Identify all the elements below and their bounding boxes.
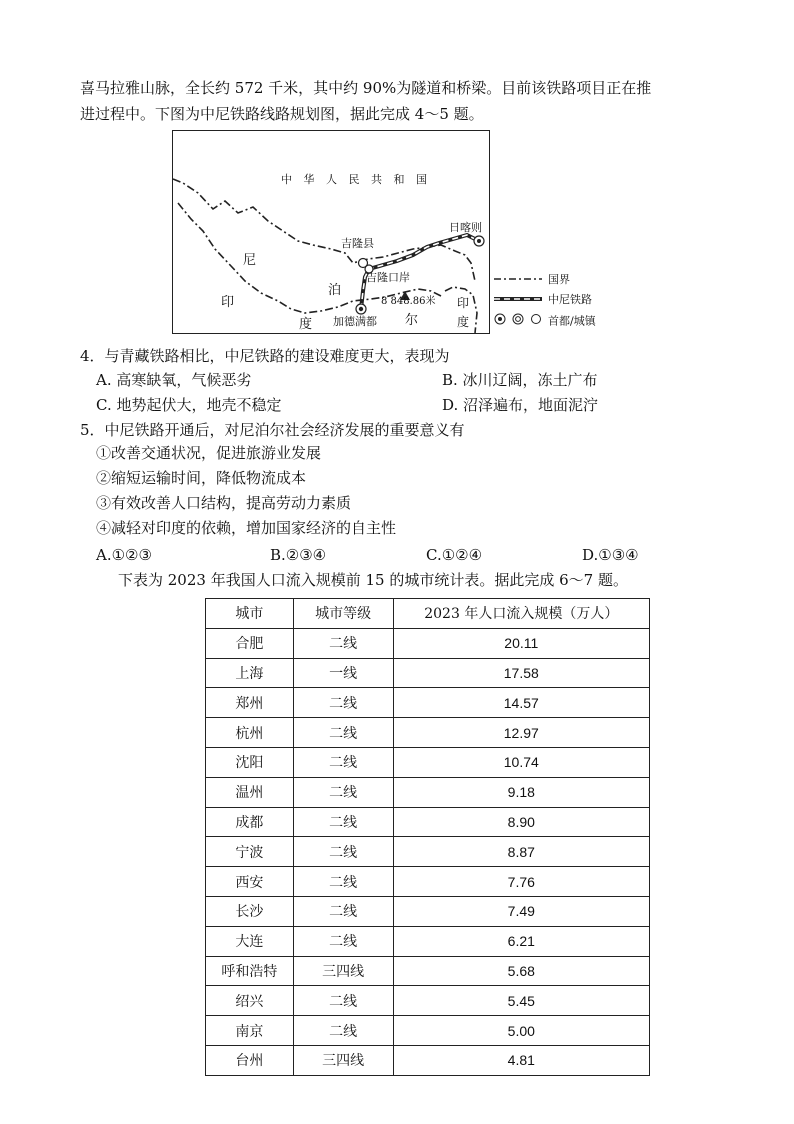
cell-inflow: 10.74 (393, 747, 649, 777)
cell-city: 宁波 (206, 837, 294, 867)
q4-option-c: C. 地势起伏大，地壳不稳定 (96, 396, 282, 414)
map-label-box-yin: 印 (457, 296, 470, 310)
cell-tier: 二线 (293, 926, 393, 956)
cell-inflow: 4.81 (393, 1045, 649, 1075)
map-label-china: 中 华 人 民 共 和 国 (281, 173, 431, 186)
cell-city: 台州 (206, 1045, 294, 1075)
cell-tier: 二线 (293, 867, 393, 897)
cell-city: 沈阳 (206, 747, 294, 777)
city-jilong-label: 吉隆县 (341, 237, 374, 250)
cell-inflow: 8.90 (393, 807, 649, 837)
header-tier: 城市等级 (293, 599, 393, 629)
cell-inflow: 6.21 (393, 926, 649, 956)
cell-city: 绍兴 (206, 986, 294, 1016)
legend-border-label: 国界 (548, 273, 570, 286)
table-intro: 下表为 2023 年我国人口流入规模前 15 的城市统计表。据此完成 6～7 题。 (118, 571, 628, 589)
cell-inflow: 17.58 (393, 658, 649, 688)
city-rikaze-label: 日喀则 (449, 221, 482, 234)
table-row (206, 688, 650, 718)
table-row (206, 926, 650, 956)
cell-inflow: 7.49 (393, 896, 649, 926)
q5-item-2: ②缩短运输时间，降低物流成本 (96, 469, 307, 487)
cell-tier: 二线 (293, 986, 393, 1016)
legend-capital (494, 313, 596, 329)
cell-inflow: 12.97 (393, 718, 649, 748)
cell-tier: 三四线 (293, 1045, 393, 1075)
intro-line-2: 进过程中。下图为中尼铁路线路规划图，据此完成 4～5 题。 (80, 105, 484, 123)
map-label-yin: 印 (221, 295, 235, 310)
table-row (206, 1045, 650, 1075)
cell-city: 南京 (206, 1016, 294, 1046)
cell-city: 大连 (206, 926, 294, 956)
q5-option-b: B.②③④ (270, 546, 327, 564)
china-nepal-border (173, 179, 475, 281)
map-label-du: 度 (299, 317, 313, 332)
q5-option-a: A.①②③ (96, 546, 152, 564)
q5-item-1: ①改善交通状况，促进旅游业发展 (96, 444, 322, 462)
cell-city: 西安 (206, 867, 294, 897)
cell-city: 长沙 (206, 896, 294, 926)
table-row (206, 896, 650, 926)
city-jilongkou-label: 吉隆口岸 (366, 271, 410, 284)
q5-stem: 5．中尼铁路开通后，对尼泊尔社会经济发展的重要意义有 (80, 421, 465, 439)
cell-tier: 二线 (293, 1016, 393, 1046)
cell-city: 成都 (206, 807, 294, 837)
cell-tier: 一线 (293, 658, 393, 688)
table-row (206, 628, 650, 658)
q4-option-a: A. 高寒缺氧，气候恶劣 (96, 371, 252, 389)
cell-inflow: 9.18 (393, 777, 649, 807)
cell-city: 郑州 (206, 688, 294, 718)
map-label-ni: 尼 (243, 253, 257, 268)
cell-tier: 三四线 (293, 956, 393, 986)
cell-inflow: 5.68 (393, 956, 649, 986)
cell-inflow: 7.76 (393, 867, 649, 897)
cell-tier: 二线 (293, 807, 393, 837)
intro-line-1: 喜马拉雅山脉，全长约 572 千米，其中约 90%为隧道和桥梁。目前该铁路项目正在推 (80, 79, 652, 97)
cell-inflow: 5.00 (393, 1016, 649, 1046)
table-row (206, 867, 650, 897)
cell-tier: 二线 (293, 837, 393, 867)
cell-tier: 二线 (293, 777, 393, 807)
table-row (206, 777, 650, 807)
cell-tier: 二线 (293, 628, 393, 658)
cell-inflow: 8.87 (393, 837, 649, 867)
city-kathmandu-label: 加德满都 (333, 315, 377, 328)
map-label-po: 泊 (328, 283, 342, 298)
table-row (206, 956, 650, 986)
cell-city: 合肥 (206, 628, 294, 658)
header-city: 城市 (206, 599, 294, 629)
q5-option-d: D.①③④ (582, 546, 639, 564)
table-row (206, 807, 650, 837)
cell-city: 呼和浩特 (206, 956, 294, 986)
population-inflow-table (205, 598, 650, 1076)
cell-tier: 二线 (293, 896, 393, 926)
railway-map (172, 130, 490, 334)
peak-label: 8 848.86米 (381, 296, 436, 307)
q5-item-3: ③有效改善人口结构，提高劳动力素质 (96, 494, 352, 512)
header-inflow: 2023 年人口流入规模（万人） (393, 599, 649, 629)
table-row (206, 1016, 650, 1046)
cell-city: 杭州 (206, 718, 294, 748)
cell-inflow: 20.11 (393, 628, 649, 658)
table-row (206, 718, 650, 748)
q4-stem: 4．与青藏铁路相比，中尼铁路的建设难度更大，表现为 (80, 347, 450, 365)
cell-inflow: 14.57 (393, 688, 649, 718)
cell-city: 上海 (206, 658, 294, 688)
legend-railway-label: 中尼铁路 (548, 293, 592, 306)
cell-tier: 二线 (293, 688, 393, 718)
table-row (206, 837, 650, 867)
cell-city: 温州 (206, 777, 294, 807)
table-row (206, 658, 650, 688)
table-row (206, 986, 650, 1016)
legend-border (494, 272, 570, 288)
cell-tier: 二线 (293, 747, 393, 777)
q5-option-c: C.①②④ (426, 546, 483, 564)
q4-option-d: D. 沼泽遍布，地面泥泞 (442, 396, 599, 414)
legend-capital-label: 首都/城镇 (548, 314, 596, 328)
q5-item-4: ④减轻对印度的依赖，增加国家经济的自主性 (96, 519, 397, 537)
q4-option-b: B. 冰川辽阔，冻土广布 (442, 371, 598, 389)
table-header-row (206, 599, 650, 629)
cell-inflow: 5.45 (393, 986, 649, 1016)
table-row (206, 747, 650, 777)
map-label-er: 尔 (405, 313, 419, 328)
map-label-box-du: 度 (457, 315, 470, 329)
cell-tier: 二线 (293, 718, 393, 748)
legend-railway (494, 292, 592, 308)
